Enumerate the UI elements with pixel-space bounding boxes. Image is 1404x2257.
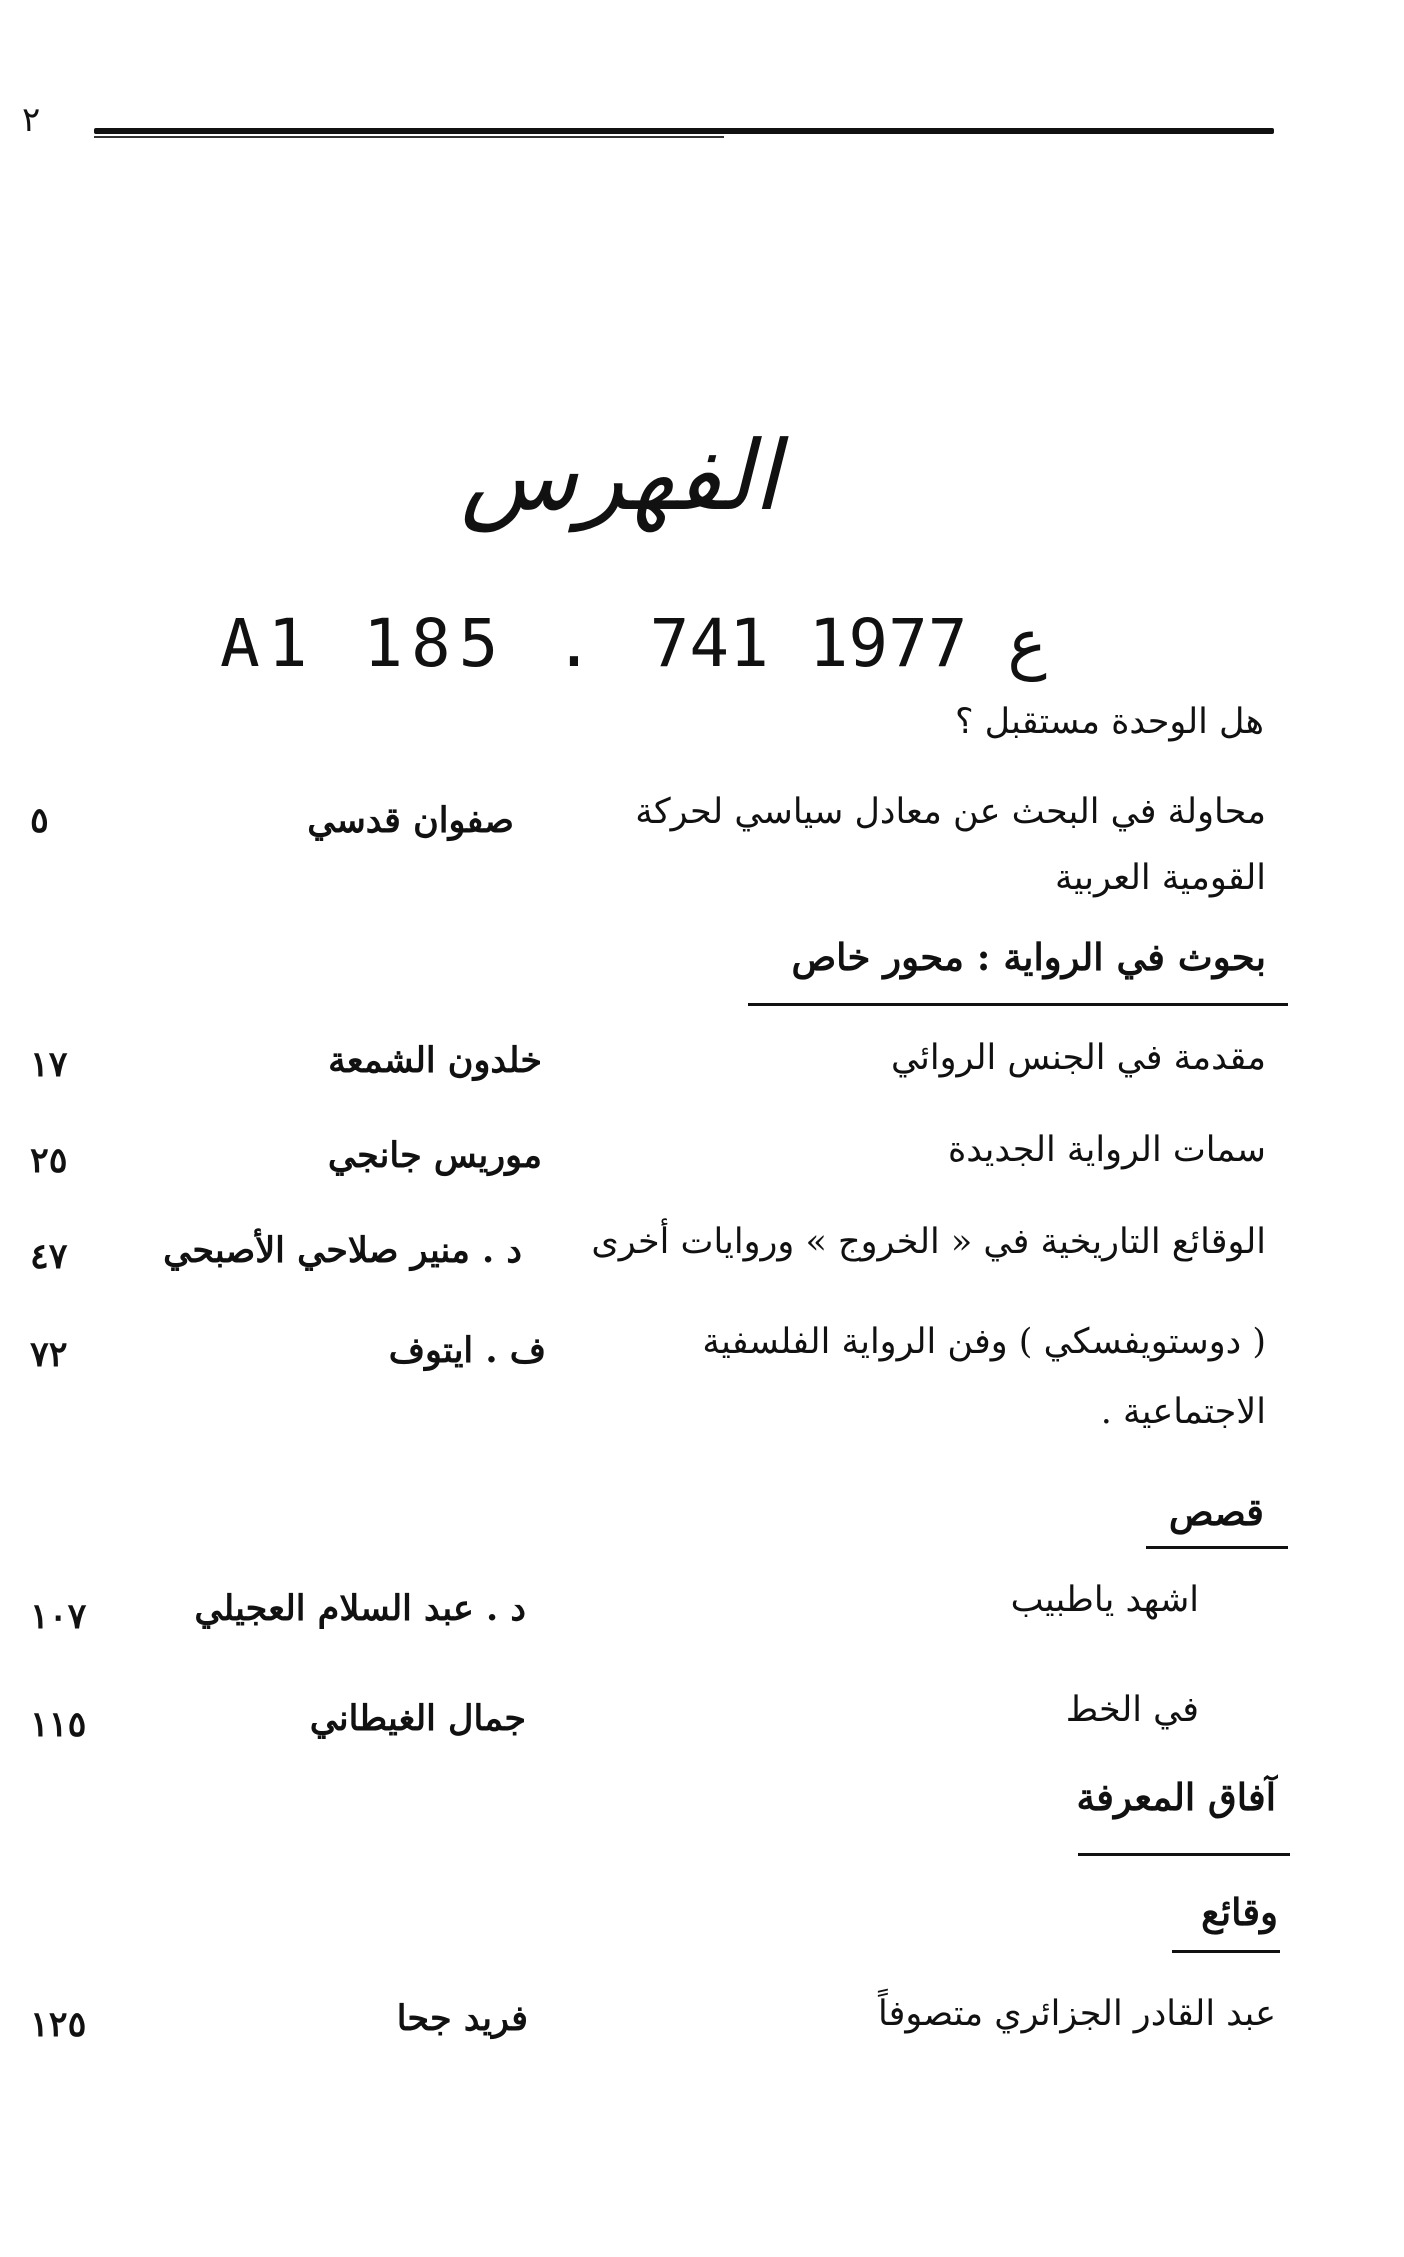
handwritten-call-number: A1 185 . ع 1977 741 — [220, 605, 1048, 682]
toc-item-author: صفوان قدسي — [307, 800, 514, 841]
toc-item-title-cont: القومية العربية — [1054, 858, 1266, 898]
section-heading: بحوث في الرواية : محور خاص — [791, 935, 1266, 979]
toc-item-page: ٢٥ — [30, 1140, 68, 1181]
toc-item-page: ٥ — [30, 800, 49, 841]
header-rule — [94, 128, 1274, 134]
section-underline — [1078, 1853, 1290, 1856]
section-heading: قصص — [1168, 1490, 1264, 1534]
section-underline — [1146, 1546, 1288, 1549]
page-title: الفهرس — [460, 420, 780, 532]
toc-intro: هل الوحدة مستقبل ؟ — [954, 702, 1264, 742]
toc-item-title: محاولة في البحث عن معادل سياسي لحركة — [635, 792, 1266, 832]
section-underline — [1172, 1950, 1280, 1953]
section-heading: آفاق المعرفة — [1076, 1775, 1276, 1819]
toc-item-author: فريد جحا — [396, 1998, 528, 2039]
header-rule-thin — [94, 136, 724, 138]
toc-item-title: الوقائع التاريخية في « الخروج » وروايات أخرى — [591, 1222, 1266, 1262]
page-number: ٢ — [22, 100, 41, 140]
toc-item-title: سمات الرواية الجديدة — [947, 1130, 1266, 1170]
toc-item-author: موريس جانجي — [327, 1135, 542, 1176]
toc-item-author: خلدون الشمعة — [328, 1040, 542, 1081]
section-underline — [748, 1003, 1288, 1006]
toc-item-author: ف . ايتوف — [388, 1330, 546, 1371]
toc-item-page: ١١٥ — [30, 1704, 87, 1745]
toc-item-title: في الخط — [1065, 1690, 1199, 1730]
toc-item-page: ٤٧ — [30, 1236, 68, 1277]
toc-item-page: ٧٢ — [30, 1334, 68, 1375]
toc-item-author: د . منير صلاحي الأصبحي — [163, 1230, 522, 1271]
toc-item-title-cont: الاجتماعية . — [1100, 1392, 1266, 1432]
toc-item-title: عبد القادر الجزائري متصوفاً — [877, 1994, 1276, 2034]
toc-item-author: د . عبد السلام العجيلي — [194, 1588, 526, 1629]
toc-item-title: اشهد ياطبيب — [1010, 1580, 1199, 1620]
toc-item-title: ( دوستويفسكي ) وفن الرواية الفلسفية — [702, 1322, 1266, 1362]
toc-item-page: ١٧ — [30, 1044, 68, 1085]
toc-item-title: مقدمة في الجنس الروائي — [890, 1038, 1266, 1078]
toc-item-author: جمال الغيطاني — [309, 1698, 526, 1739]
section-heading: وقائع — [1201, 1890, 1278, 1934]
toc-item-page: ١٠٧ — [30, 1596, 87, 1637]
toc-item-page: ١٢٥ — [30, 2004, 87, 2045]
